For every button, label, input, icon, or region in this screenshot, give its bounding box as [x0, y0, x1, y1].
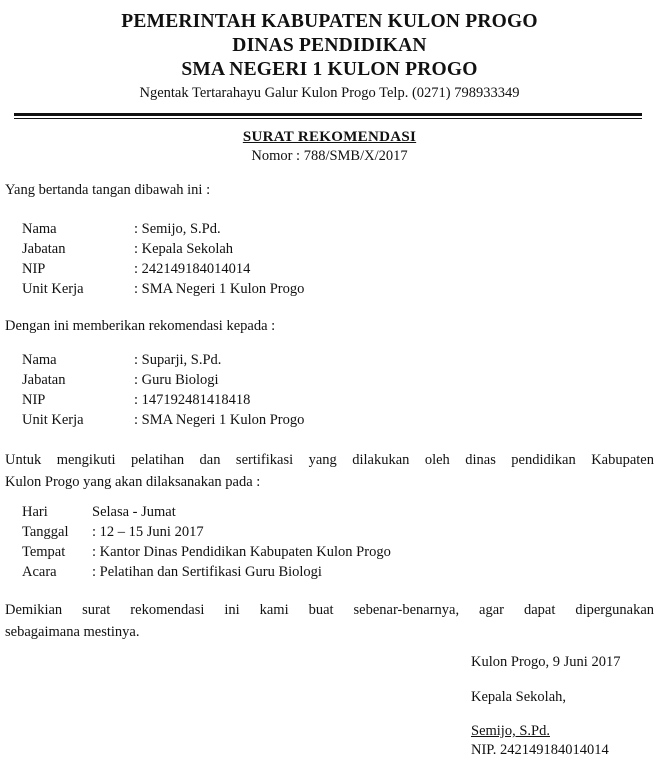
field-value: : Semijo, S.Pd.: [134, 221, 221, 237]
intro-recipient: Dengan ini memberikan rekomendasi kepada :: [5, 318, 276, 334]
field-label: NIP: [22, 392, 46, 408]
sign-position: Kepala Sekolah,: [471, 689, 567, 705]
signer-row-name: [22, 219, 304, 239]
field-value: : Suparji, S.Pd.: [134, 352, 222, 368]
signer-name: Semijo, S.Pd.: [471, 723, 550, 739]
letterhead-government: PEMERINTAH KABUPATEN KULON PROGO: [121, 11, 538, 32]
recipient-row-position: [22, 370, 304, 390]
signer-row-nip: [22, 259, 304, 279]
field-value: : Kepala Sekolah: [134, 241, 234, 257]
letterhead-rule-thin: [14, 118, 642, 119]
field-label: Hari: [22, 504, 48, 520]
event-details: [22, 502, 391, 582]
intro-signer: Yang bertanda tangan dibawah ini :: [5, 182, 211, 198]
letterhead-address: Ngentak Tertarahayu Galur Kulon Progo Telp. (0271) 798933349: [139, 85, 520, 101]
purpose-paragraph: [5, 449, 654, 493]
letter-title: SURAT REKOMENDASI: [242, 129, 417, 145]
field-value: : Pelatihan dan Sertifikasi Guru Biologi: [92, 564, 322, 580]
letterhead: [0, 10, 659, 103]
purpose-line: Kulon Progo yang akan dilaksanakan pada :: [5, 474, 261, 490]
recipient-row-unit: [22, 410, 304, 430]
recipient-row-nip: [22, 390, 304, 410]
field-label: Nama: [22, 352, 57, 368]
signer-nip: NIP. 242149184014014: [471, 742, 609, 758]
recipient-details: [22, 350, 304, 430]
field-label: Jabatan: [22, 241, 66, 257]
closing-line: sebagaimana mestinya.: [5, 624, 140, 640]
letterhead-rule-thick: [14, 113, 642, 116]
field-value: : 242149184014014: [134, 261, 251, 277]
field-label: Unit Kerja: [22, 281, 84, 297]
field-value: : SMA Negeri 1 Kulon Progo: [134, 281, 305, 297]
event-row-day: [22, 502, 391, 522]
signer-row-position: [22, 239, 304, 259]
field-label: Tanggal: [22, 524, 69, 540]
letter-number: Nomor : 788/SMB/X/2017: [251, 148, 408, 164]
field-value: : SMA Negeri 1 Kulon Progo: [134, 412, 305, 428]
event-row-activity: [22, 562, 391, 582]
title-block: [0, 128, 659, 166]
closing-line: Demikian surat rekomendasi ini kami buat sebenar-benarnya, agar dapat dipergunakan: [5, 602, 654, 618]
event-row-date: [22, 522, 391, 542]
field-label: Jabatan: [22, 372, 66, 388]
closing-paragraph: [5, 599, 654, 643]
letterhead-department: DINAS PENDIDIKAN: [232, 35, 427, 56]
field-value: : 147192481418418: [134, 392, 251, 408]
sign-place-date: Kulon Progo, 9 Juni 2017: [471, 654, 621, 670]
field-label: Acara: [22, 564, 57, 580]
field-value: Selasa - Jumat: [92, 504, 176, 520]
event-row-place: [22, 542, 391, 562]
field-label: Tempat: [22, 544, 66, 560]
signer-details: [22, 219, 304, 299]
purpose-line: Untuk mengikuti pelatihan dan sertifikasi yang dilakukan oleh dinas pendidikan Kabupaten: [5, 452, 654, 468]
recipient-row-name: [22, 350, 304, 370]
field-label: Unit Kerja: [22, 412, 84, 428]
field-value: : Guru Biologi: [134, 372, 219, 388]
field-label: NIP: [22, 261, 46, 277]
field-value: : 12 – 15 Juni 2017: [92, 524, 204, 540]
field-label: Nama: [22, 221, 57, 237]
field-value: : Kantor Dinas Pendidikan Kabupaten Kulon Progo: [92, 544, 391, 560]
signer-row-unit: [22, 279, 304, 299]
letterhead-school: SMA NEGERI 1 KULON PROGO: [181, 59, 478, 80]
